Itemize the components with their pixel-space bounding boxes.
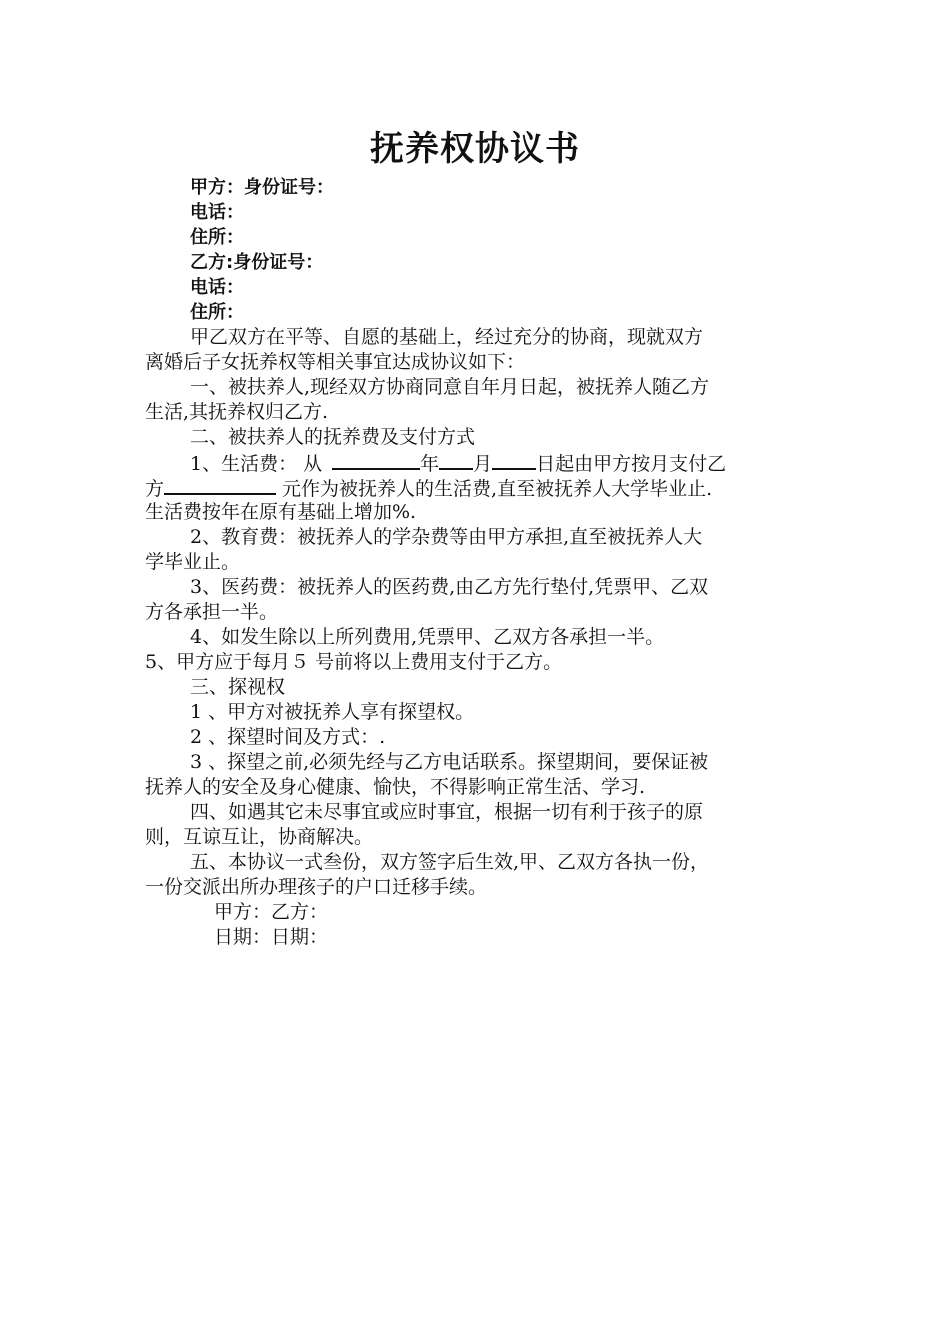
section5-line-1: 五、本协议一式叁份，双方签字后生效,甲、乙双方各执一份，: [190, 851, 710, 873]
visitation-item-1: 1 、甲方对被抚养人享有探望权。: [190, 701, 475, 723]
living-expense-line2-rest: 元作为被抚养人的生活费,直至被抚养人大学毕业止.: [276, 478, 713, 500]
living-expense-prefix: 1、生活费： 从: [190, 453, 323, 475]
party-a-phone: 电话：: [190, 202, 244, 223]
party-a-id-line: 甲方：身份证号：: [190, 177, 334, 198]
visitation-item-2: 2 、探望时间及方式：.: [190, 726, 386, 748]
section4-line-1: 四、如遇其它未尽事宜或应时事宜，根据一切有利于孩子的原: [190, 801, 704, 823]
section3-heading: 三、探视权: [190, 676, 286, 698]
start-year-blank: [332, 450, 420, 470]
living-expense-line-3: 生活费按年在原有基础上增加%.: [145, 501, 417, 523]
other-expenses-line: 4、如发生除以上所列费用,凭票甲、乙双方各承担一半。: [190, 626, 665, 648]
medical-line-1: 3、医药费：被抚养人的医药费,由乙方先行垫付,凭票甲、乙双: [190, 576, 709, 598]
month-label: 月: [473, 453, 493, 475]
intro-line-2: 离婚后子女抚养权等相关事宜达成协议如下：: [145, 351, 526, 373]
education-line-1: 2、教育费：被抚养人的学杂费等由甲方承担,直至被抚养人大: [190, 526, 703, 548]
living-expense-line-1: [190, 450, 726, 476]
education-line-2: 学毕业止。: [145, 551, 241, 573]
party-b-phone: 电话：: [190, 277, 244, 298]
signature-dates: 日期：日期：: [214, 926, 329, 948]
living-expense-day-rest: 日起由甲方按月支付乙: [536, 453, 727, 475]
visitation-item-3-line-2: 抚养人的安全及身心健康、愉快，不得影响正常生活、学习.: [145, 776, 646, 798]
intro-line-1: 甲乙双方在平等、自愿的基础上，经过充分的协商，现就双方: [190, 326, 704, 348]
visitation-item-3-line-1: 3 、探望之前,必须先经与乙方电话联系。探望期间，要保证被: [190, 751, 709, 773]
payment-date-line: 5、甲方应于每月５ 号前将以上费用支付于乙方。: [145, 651, 563, 673]
section1-line-1: 一、被扶养人,现经双方协商同意自年月日起，被抚养人随乙方: [190, 376, 710, 398]
party-b-address: 住所：: [190, 302, 244, 323]
section1-line-2: 生活,其抚养权归乙方.: [145, 401, 329, 423]
monthly-amount-blank: [164, 475, 276, 495]
party-b-id-line: 乙方:身份证号：: [190, 252, 324, 273]
section4-line-2: 则，互谅互让，协商解决。: [145, 826, 374, 848]
document-title: 抚养权协议书: [370, 129, 580, 169]
party-a-address: 住所：: [190, 227, 244, 248]
signature-parties: 甲方：乙方：: [214, 901, 329, 923]
medical-line-2: 方各承担一半。: [145, 601, 279, 623]
section5-line-2: 一份交派出所办理孩子的户口迁移手续。: [145, 876, 488, 898]
year-label: 年: [420, 453, 440, 475]
living-expense-line-2: [145, 475, 712, 501]
section2-heading: 二、被扶养人的抚养费及支付方式: [190, 426, 476, 448]
living-expense-line2-prefix: 方: [145, 478, 165, 500]
start-month-blank: [439, 450, 473, 470]
start-day-blank: [492, 450, 536, 470]
